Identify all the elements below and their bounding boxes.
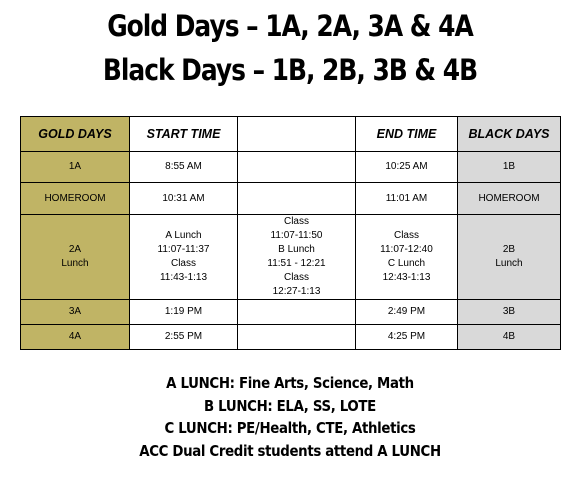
middle-cell: Class 11:07-11:50 B Lunch 11:51 - 12:21 Class 12:27-1:13 [238,215,356,300]
black-day-cell: HOMEROOM [458,183,561,215]
a-lunch-note: A LUNCH: Fine Arts, Science, Math [166,374,414,392]
start-time-cell: 10:31 AM [130,183,238,215]
header-blank [238,117,356,152]
middle-cell [238,300,356,325]
start-time-cell: A Lunch 11:07-11:37 Class 11:43-1:13 [130,215,238,300]
lunch-notes [0,372,580,462]
gold-day-cell: HOMEROOM [21,183,130,215]
table-header-row [21,117,561,152]
end-time-cell: 2:49 PM [356,300,458,325]
gold-day-cell: 3A [21,300,130,325]
header-start-time: START TIME [130,117,238,152]
header-gold-days: GOLD DAYS [21,117,130,152]
table-row [21,215,561,300]
black-day-cell: 3B [458,300,561,325]
table-row [21,300,561,325]
start-time-cell: 2:55 PM [130,325,238,350]
gold-day-cell: 4A [21,325,130,350]
end-time-cell: 4:25 PM [356,325,458,350]
schedule-table [20,116,561,350]
middle-cell [238,183,356,215]
acc-dual-credit-note: ACC Dual Credit students attend A LUNCH [139,441,441,460]
c-lunch-note: C LUNCH: PE/Health, CTE, Athletics [164,419,416,437]
black-day-cell: 4B [458,325,561,350]
gold-days-heading: Gold Days – 1A, 2A, 3A & 4A [107,9,473,43]
gold-day-cell: 2A Lunch [21,215,130,300]
b-lunch-note: B LUNCH: ELA, SS, LOTE [204,396,376,415]
table-row [21,183,561,215]
middle-cell [238,152,356,183]
start-time-cell: 8:55 AM [130,152,238,183]
middle-cell [238,325,356,350]
end-time-cell: 11:01 AM [356,183,458,215]
table-row [21,325,561,350]
gold-day-cell: 1A [21,152,130,183]
end-time-cell: 10:25 AM [356,152,458,183]
black-day-cell: 2B Lunch [458,215,561,300]
header-black-days: BLACK DAYS [458,117,561,152]
header-end-time: END TIME [356,117,458,152]
table-row [21,152,561,183]
end-time-cell: Class 11:07-12:40 C Lunch 12:43-1:13 [356,215,458,300]
black-day-cell: 1B [458,152,561,183]
black-days-heading: Black Days – 1B, 2B, 3B & 4B [102,53,478,87]
start-time-cell: 1:19 PM [130,300,238,325]
